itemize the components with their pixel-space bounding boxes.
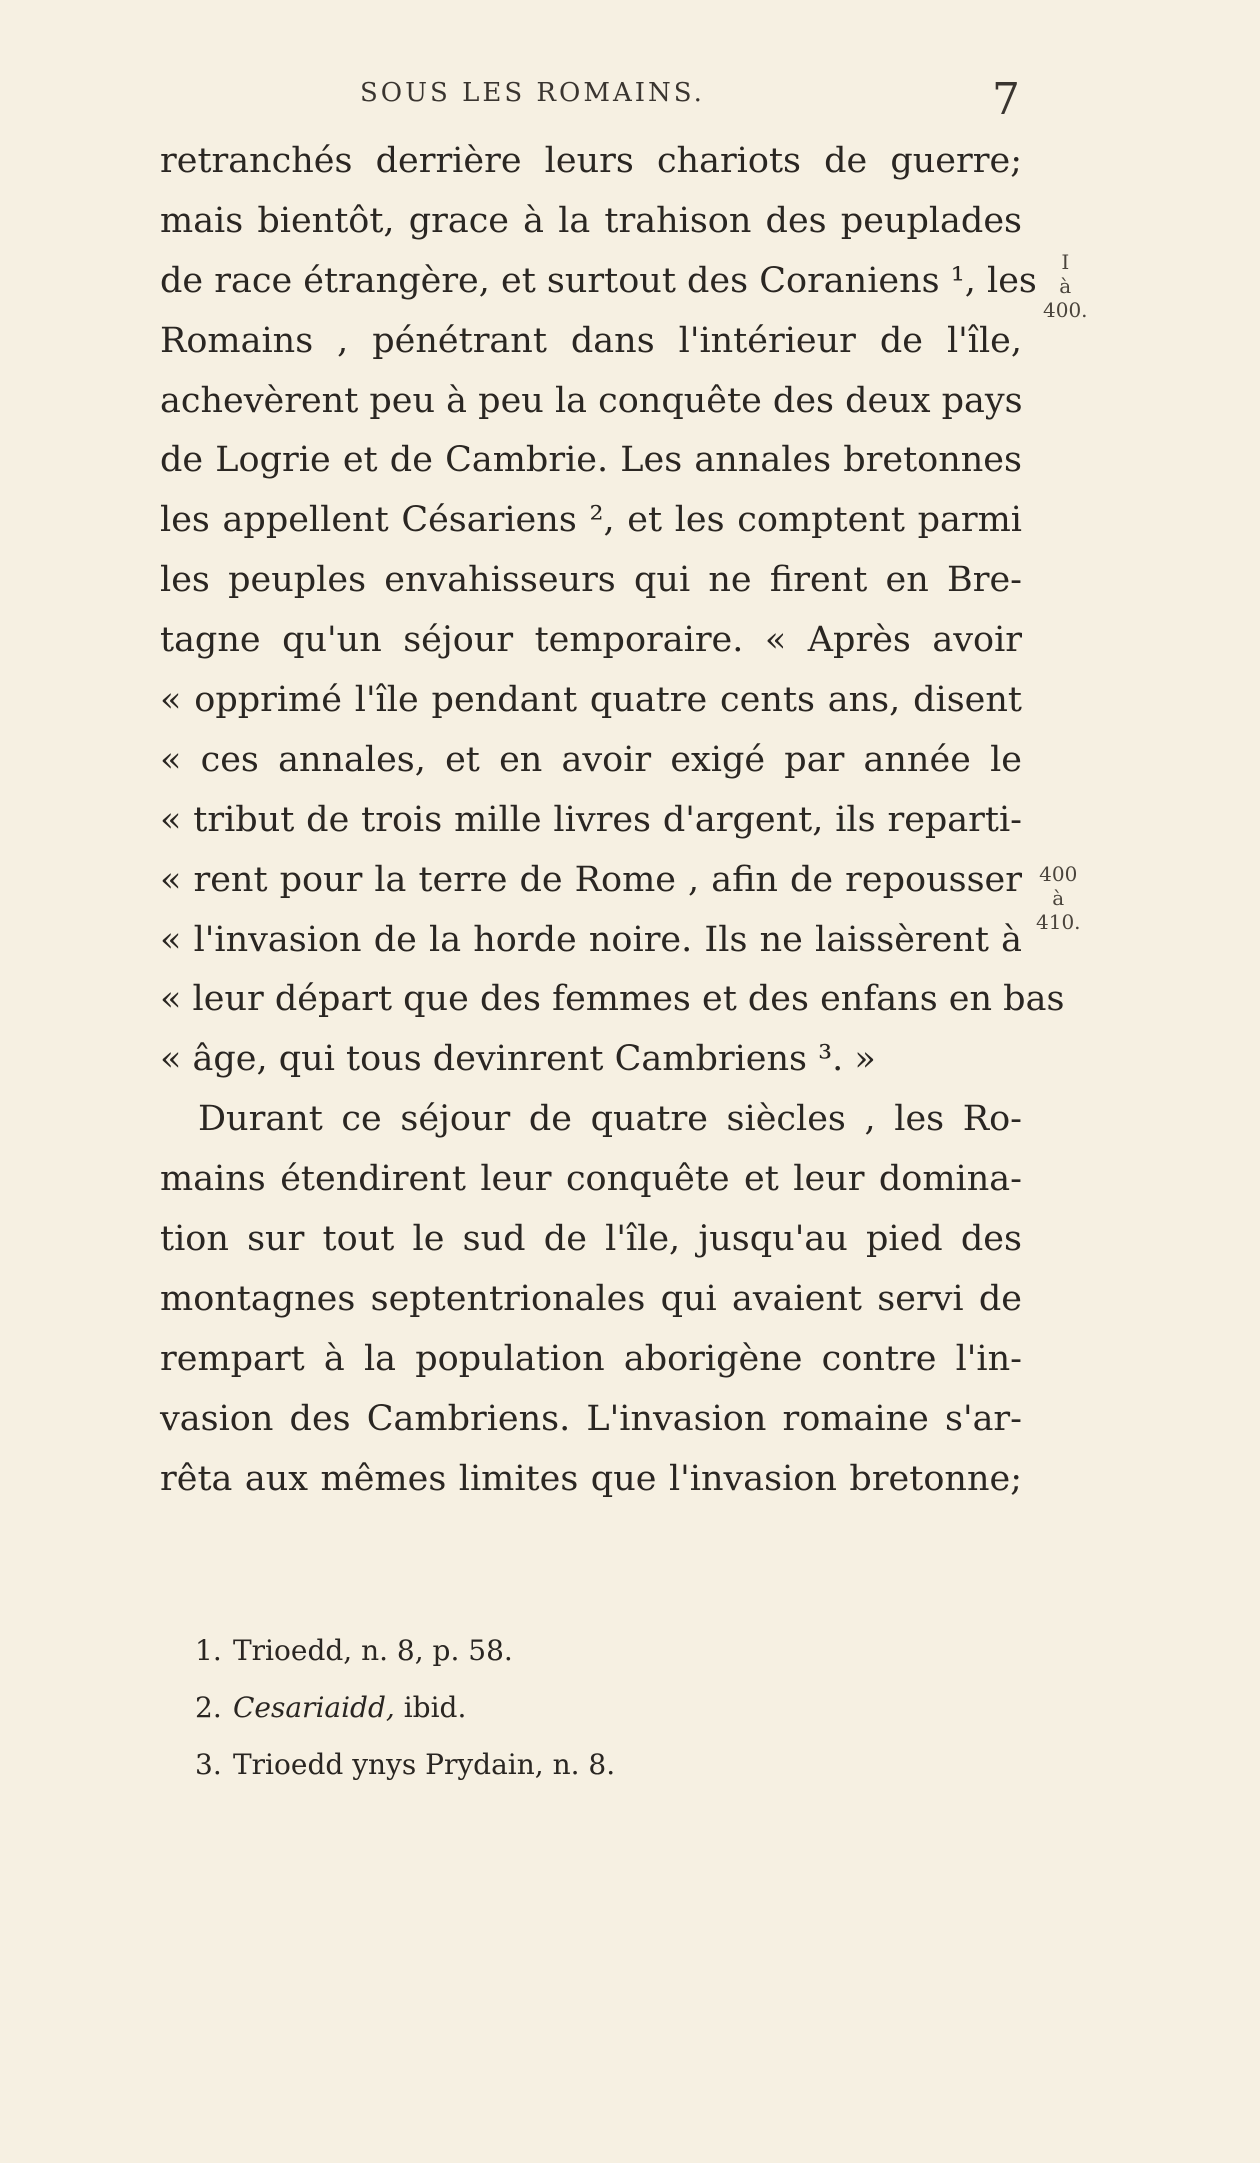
text-line: mains étendirent leur conquête et leur domina- bbox=[160, 1159, 1022, 1200]
text-line: retranchés derrière leurs chariots de guerre; bbox=[160, 141, 1022, 181]
running-title: SOUS LES ROMAINS. bbox=[360, 78, 705, 108]
footnote bbox=[195, 1736, 895, 1793]
text-line: Durant ce séjour de quatre siècles , les Ro- bbox=[198, 1099, 1022, 1140]
text-line: les peuples envahisseurs qui ne firent en Bre- bbox=[160, 560, 1022, 601]
footnote-ref: , n. 8, p. 58. bbox=[343, 1634, 513, 1667]
text-line: « ces annales, et en avoir exigé par année le bbox=[160, 739, 1022, 780]
text-line: montagnes septentrionales qui avaient servi de bbox=[160, 1278, 1022, 1319]
page-header bbox=[160, 74, 1020, 125]
text-line: Romains , pénétrant dans l'intérieur de l'île, bbox=[160, 320, 1022, 361]
text-line: vasion des Cambriens. L'invasion romaine s'ar- bbox=[160, 1398, 1022, 1439]
footnote-ref: Trioedd ynys Prydain, n. 8. bbox=[233, 1748, 616, 1781]
text-line: de Logrie et de Cambrie. Les annales bretonnes bbox=[160, 440, 1022, 481]
page-number: 7 bbox=[992, 74, 1020, 125]
footnote-number: 1. bbox=[195, 1634, 222, 1667]
margin-date-to: 400. bbox=[1043, 298, 1088, 322]
footnote-number: 2. bbox=[195, 1691, 222, 1724]
text-line: les appellent Césariens ², et les comptent parmi bbox=[160, 500, 1022, 541]
footnote-number: 3. bbox=[195, 1748, 222, 1781]
text-line: « l'invasion de la horde noire. Ils ne laissèrent à bbox=[160, 919, 1022, 960]
margin-date-note bbox=[1043, 250, 1088, 322]
footnote bbox=[195, 1622, 895, 1679]
text-line: « tribut de trois mille livres d'argent, ils reparti- bbox=[160, 799, 1022, 840]
text-line: rempart à la population aborigène contre l'in- bbox=[160, 1338, 1022, 1379]
margin-date-sep: à bbox=[1059, 274, 1072, 298]
footnote-source: Cesariaidd, bbox=[233, 1691, 395, 1724]
text-line: « rent pour la terre de Rome , afin de repousser bbox=[160, 859, 1022, 900]
footnotes bbox=[195, 1622, 895, 1793]
text-line: « opprimé l'île pendant quatre cents ans, disent bbox=[160, 680, 1022, 721]
margin-date-to: 410. bbox=[1036, 910, 1081, 934]
text-line: rêta aux mêmes limites que l'invasion bretonne; bbox=[160, 1458, 1022, 1499]
margin-date-sep: à bbox=[1052, 886, 1065, 910]
text-line: mais bientôt, grace à la trahison des peuplades bbox=[160, 200, 1022, 241]
footnote bbox=[195, 1679, 895, 1736]
text-line: tagne qu'un séjour temporaire. « Après avoir bbox=[160, 620, 1022, 661]
text-line: « âge, qui tous devinrent Cambriens ³. » bbox=[160, 1039, 876, 1080]
margin-date-from: I bbox=[1061, 250, 1070, 274]
text-line: « leur départ que des femmes et des enfans en bas bbox=[160, 979, 1065, 1020]
footnote-source: Trioedd bbox=[233, 1634, 344, 1667]
text-line: tion sur tout le sud de l'île, jusqu'au pied des bbox=[160, 1219, 1022, 1260]
footnote-ref: ibid. bbox=[394, 1691, 467, 1724]
text-line: achevèrent peu à peu la conquête des deux pays bbox=[160, 380, 1023, 421]
margin-date-from: 400 bbox=[1039, 862, 1078, 886]
text-line: de race étrangère, et surtout des Coraniens ¹, les bbox=[160, 260, 1037, 301]
margin-date-note bbox=[1036, 862, 1081, 934]
